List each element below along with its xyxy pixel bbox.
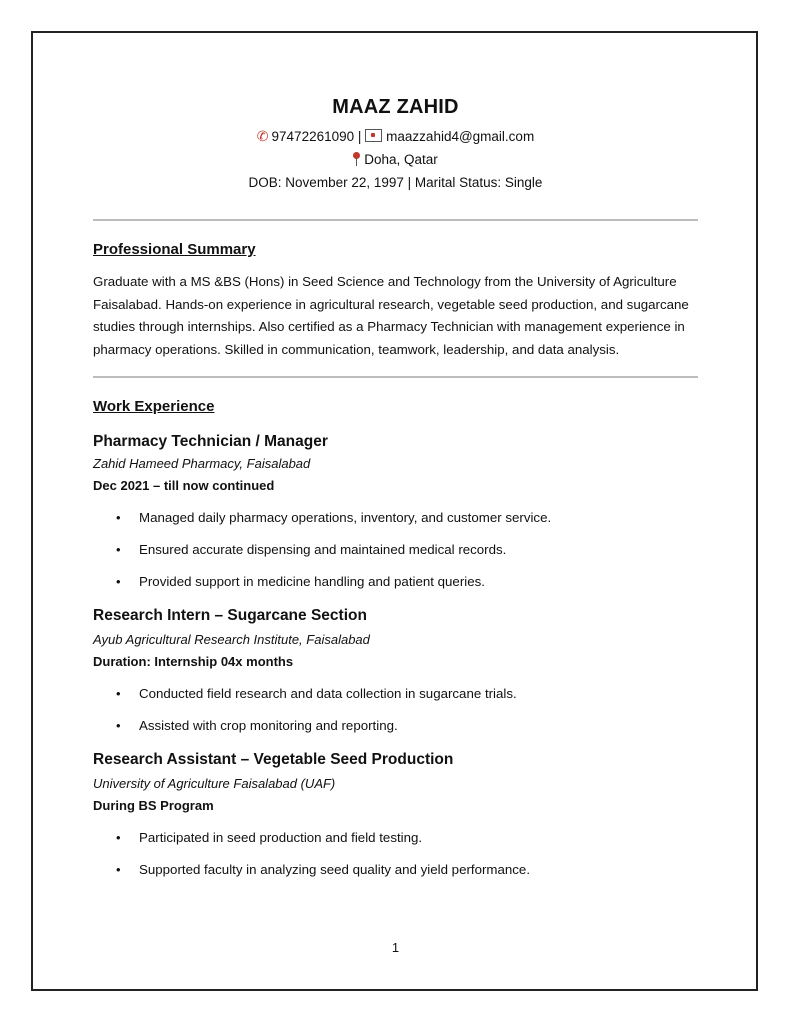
candidate-name: MAAZ ZAHID bbox=[332, 96, 459, 118]
job-organization: Ayub Agricultural Research Institute, Faisalabad bbox=[93, 632, 370, 647]
map-pin-icon bbox=[353, 152, 360, 166]
contact-separator: | bbox=[357, 129, 362, 144]
envelope-icon bbox=[365, 129, 382, 142]
duty-list bbox=[93, 684, 698, 736]
page-number: 1 bbox=[391, 940, 400, 955]
job-title: Pharmacy Technician / Manager bbox=[93, 433, 328, 450]
job-organization: University of Agriculture Faisalabad (UAF) bbox=[93, 776, 336, 791]
email-address[interactable]: maazzahid4@gmail.com bbox=[386, 129, 535, 144]
duty-item: • Ensured accurate dispensing and maintained medical records. bbox=[139, 540, 698, 560]
duty-list bbox=[93, 828, 698, 880]
job-entry bbox=[93, 432, 698, 592]
job-dates: During BS Program bbox=[93, 798, 214, 813]
duty-item: • Managed daily pharmacy operations, inventory, and customer service. bbox=[139, 508, 698, 528]
duty-item: • Supported faculty in analyzing seed quality and yield performance. bbox=[139, 860, 698, 880]
duty-item: • Conducted field research and data collection in sugarcane trials. bbox=[139, 684, 698, 704]
section-divider bbox=[93, 376, 698, 378]
job-dates: Dec 2021 – till now continued bbox=[93, 478, 275, 493]
summary-text: Graduate with a MS &BS (Hons) in Seed Science and Technology from the University of Agriculture Faisalabad. Hands-on experience in agricultural research, vegetable seed production, and sugarcane studies through internships. Also certified as a Pharmacy Technician with management experience in pharmacy operations. Skilled in communication, teamwork, leadership, and data analysis. bbox=[93, 274, 689, 357]
location-line bbox=[93, 148, 698, 171]
summary-heading: Professional Summary bbox=[93, 241, 256, 258]
location: Doha, Qatar bbox=[364, 152, 438, 167]
contact-line bbox=[93, 125, 698, 148]
duty-item: • Participated in seed production and field testing. bbox=[139, 828, 698, 848]
job-entry bbox=[93, 606, 698, 736]
job-dates: Duration: Internship 04x months bbox=[93, 654, 294, 669]
personal-info: DOB: November 22, 1997 | Marital Status: Single bbox=[248, 175, 543, 190]
experience-heading: Work Experience bbox=[93, 398, 215, 415]
duty-item: • Provided support in medicine handling and patient queries. bbox=[139, 572, 698, 592]
job-organization: Zahid Hameed Pharmacy, Faisalabad bbox=[93, 456, 311, 471]
job-entry bbox=[93, 750, 698, 880]
job-title: Research Assistant – Vegetable Seed Production bbox=[93, 751, 454, 768]
duty-list bbox=[93, 508, 698, 592]
phone-icon: ✆ bbox=[256, 128, 269, 144]
resume-content bbox=[93, 95, 698, 880]
phone-number: 97472261090 bbox=[271, 129, 355, 144]
duty-item: • Assisted with crop monitoring and reporting. bbox=[139, 716, 698, 736]
section-divider bbox=[93, 219, 698, 221]
job-title: Research Intern – Sugarcane Section bbox=[93, 607, 367, 624]
